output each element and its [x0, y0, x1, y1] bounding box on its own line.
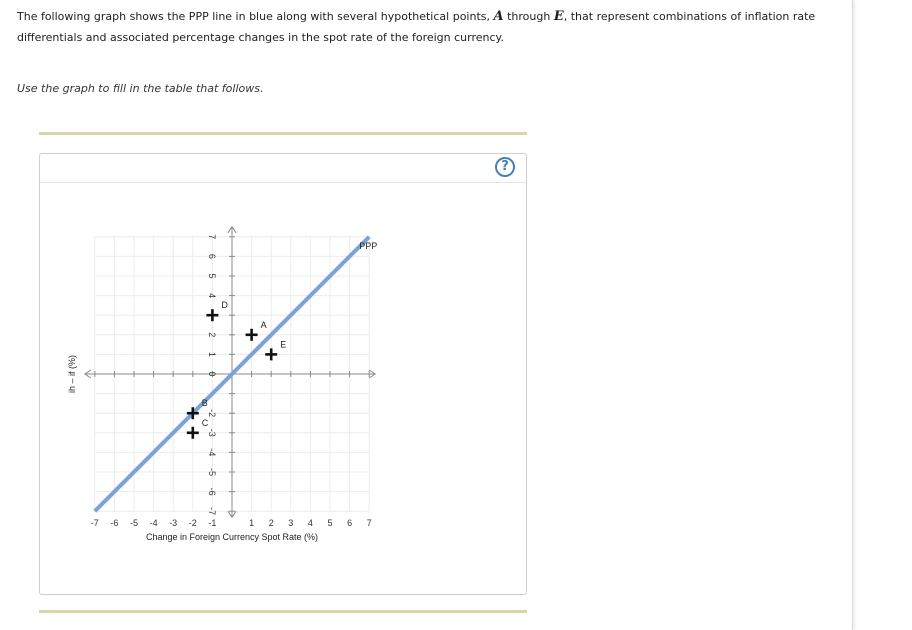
- x-tick-label: -6: [110, 518, 119, 529]
- y-tick-label: -7: [207, 507, 217, 516]
- point-a[interactable]: [246, 320, 267, 341]
- x-tick-label: -2: [188, 518, 197, 529]
- point-label: A: [260, 319, 267, 330]
- x-tick-label: 4: [307, 518, 313, 529]
- x-tick-label: 2: [268, 518, 274, 529]
- x-axis-label: Change in Foreign Currency Spot Rate (%): [145, 532, 319, 543]
- y-tick-label: 6: [207, 253, 217, 259]
- point-c[interactable]: [187, 418, 209, 439]
- point-label: D: [221, 300, 228, 311]
- x-tick-label: 1: [249, 518, 255, 529]
- x-tick-label: -3: [169, 518, 178, 529]
- y-tick-label: 0: [207, 371, 217, 377]
- y-tick-label: -3: [207, 428, 217, 437]
- axes: [85, 227, 378, 517]
- intro-through: through: [507, 10, 551, 23]
- x-tick-label: -1: [208, 518, 217, 529]
- point-d[interactable]: [206, 300, 228, 321]
- y-tick-label: 7: [207, 234, 217, 240]
- x-tick-label: 5: [327, 518, 333, 529]
- x-tick-label: 3: [288, 518, 294, 529]
- point-label: C: [201, 417, 209, 428]
- point-label: E: [280, 339, 287, 350]
- point-e[interactable]: [265, 339, 286, 360]
- intro-point-a: A: [493, 9, 504, 24]
- point-label: B: [201, 398, 208, 409]
- intro-part2: , that represent combinations of inflation rate differentials and associated percentage changes in the spot rate of the foreign currency.: [17, 10, 816, 44]
- help-icon[interactable]: ?: [495, 157, 515, 177]
- y-tick-label: 1: [207, 351, 217, 357]
- instruction-text: Use the graph to fill in the table that follows.: [17, 82, 264, 95]
- y-tick-label: -6: [207, 487, 217, 496]
- x-tick-label: -4: [149, 518, 158, 529]
- y-tick-label: -4: [207, 448, 217, 457]
- ppp-line-label: PPP: [359, 240, 378, 251]
- intro-point-e: E: [553, 9, 564, 24]
- y-tick-label: 4: [207, 293, 217, 299]
- y-tick-label: 2: [207, 332, 217, 338]
- x-tick-label: 7: [366, 518, 372, 529]
- x-tick-label: -5: [129, 518, 139, 529]
- y-axis-label: ih – if (%): [67, 354, 77, 394]
- intro-part1: The following graph shows the PPP line in blue along with several hypothetical points,: [17, 10, 490, 23]
- x-tick-label: -7: [90, 518, 99, 529]
- y-tick-label: -5: [207, 467, 217, 477]
- x-tick-label: 6: [347, 518, 353, 529]
- y-tick-label: -2: [207, 409, 217, 418]
- y-tick-label: 5: [207, 273, 217, 279]
